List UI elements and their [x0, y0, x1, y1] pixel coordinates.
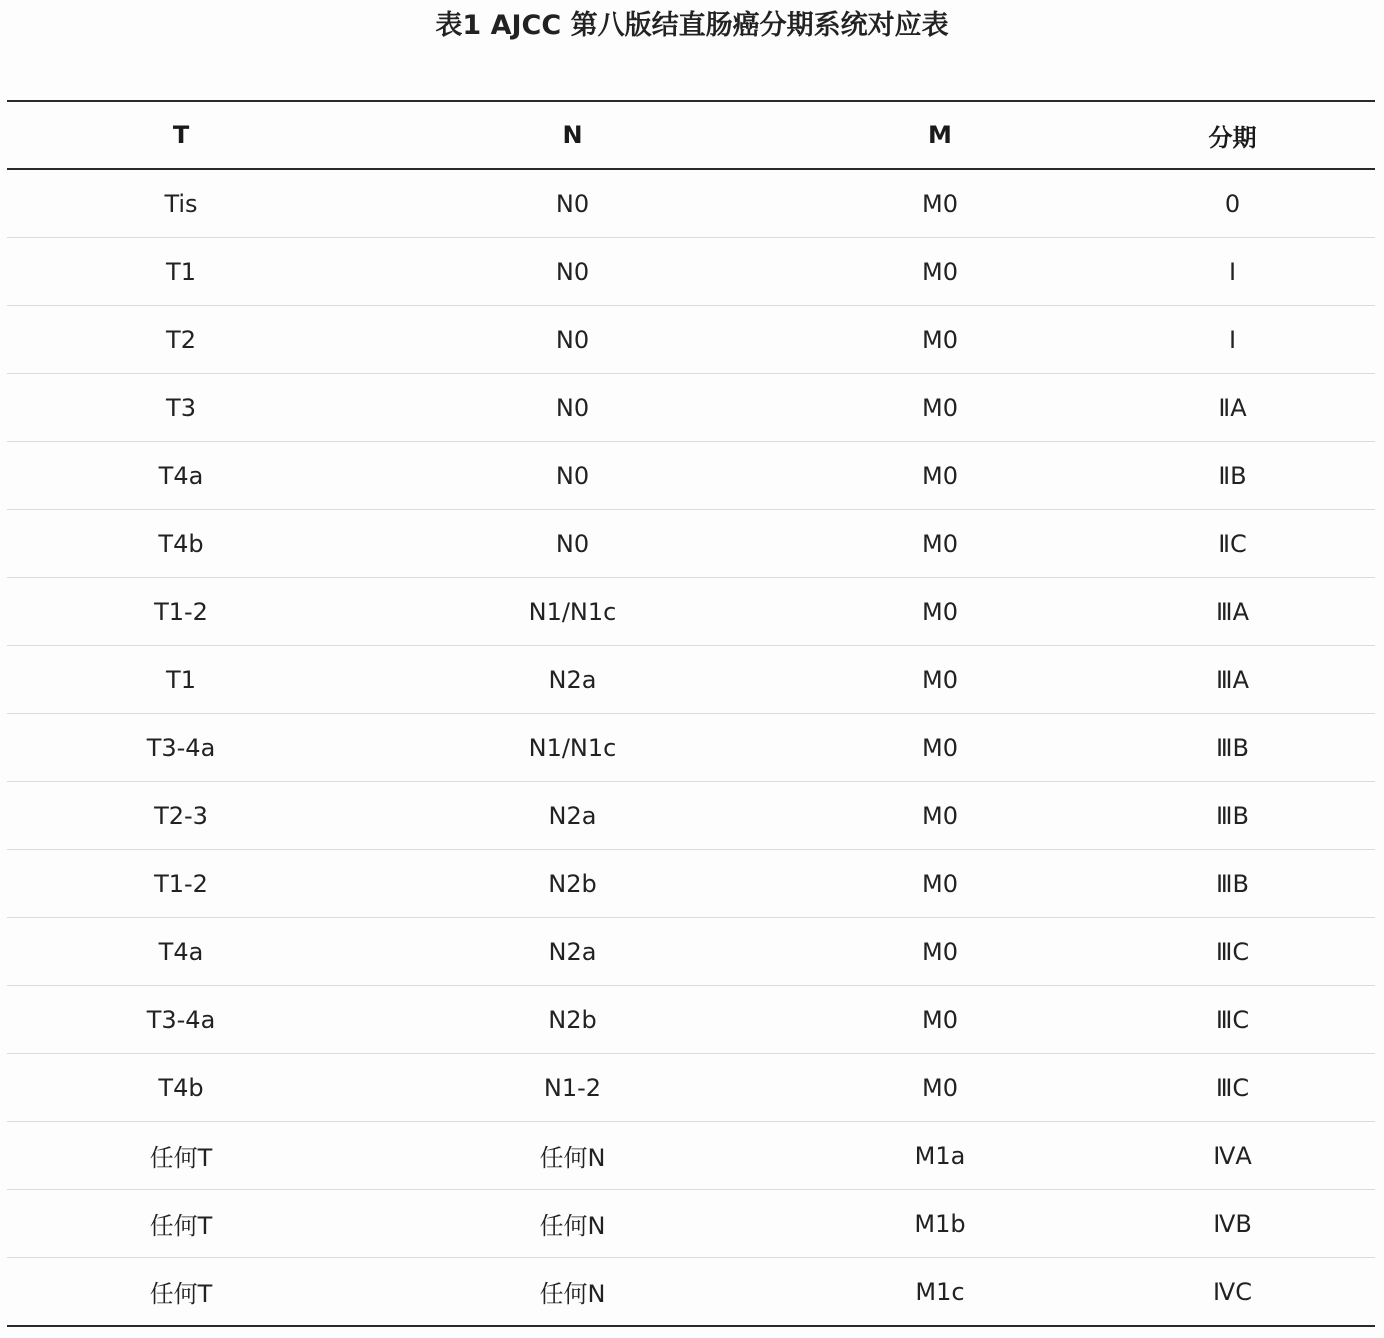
table-row [7, 578, 1375, 646]
cell-m: M0 [790, 510, 1090, 578]
cell-n: N0 [355, 510, 790, 578]
table-row [7, 850, 1375, 918]
cell-m: M0 [922, 189, 958, 218]
cell-m: M1a [790, 1122, 1090, 1190]
cell-stage: Ⅰ [1090, 238, 1375, 306]
cell-t: Tis [164, 189, 198, 218]
cell-m: M0 [790, 374, 1090, 442]
cell-n: N0 [355, 238, 790, 306]
staging-table [7, 100, 1375, 1327]
cell-m: M0 [790, 986, 1090, 1054]
cell-m: M1c [790, 1258, 1090, 1327]
cell-stage: Ⅰ [1090, 306, 1375, 374]
cell-t: T1-2 [7, 850, 355, 918]
cell-stage: ⅢA [1090, 646, 1375, 714]
cell-t: 任何T [7, 1258, 355, 1327]
table-row [7, 1122, 1375, 1190]
cell-m: M0 [790, 646, 1090, 714]
cell-t: 任何T [7, 1122, 355, 1190]
table-row [7, 374, 1375, 442]
cell-m: M0 [790, 238, 1090, 306]
header-m: M [790, 101, 1090, 169]
cell-stage: ⅢB [1090, 782, 1375, 850]
cell-t: T4b [7, 510, 355, 578]
cell-t: T1 [7, 238, 355, 306]
header-row [7, 101, 1375, 169]
cell-stage: ⅢC [1090, 1054, 1375, 1122]
cell-t: T4b [7, 1054, 355, 1122]
table-row [7, 646, 1375, 714]
cell-n: N0 [555, 189, 590, 218]
cell-stage: ⅢA [1090, 578, 1375, 646]
cell-n: N2a [355, 782, 790, 850]
cell-t: T2-3 [7, 782, 355, 850]
cell-t: T2 [7, 306, 355, 374]
cell-t: T3-4a [7, 714, 355, 782]
cell-n: N2a [355, 918, 790, 986]
header-stage: 分期 [1090, 101, 1375, 169]
table-caption: 表1 AJCC 第八版结直肠癌分期系统对应表 [435, 10, 949, 41]
cell-t: T3-4a [7, 986, 355, 1054]
cell-t: T1 [7, 646, 355, 714]
cell-m: M0 [790, 578, 1090, 646]
cell-n: N1-2 [355, 1054, 790, 1122]
cell-m: M0 [790, 714, 1090, 782]
table-row [7, 169, 1375, 238]
cell-m: M0 [790, 850, 1090, 918]
cell-t: T4a [7, 442, 355, 510]
table-row [7, 782, 1375, 850]
cell-stage: ⅢB [1090, 850, 1375, 918]
cell-stage: ⅣB [1090, 1190, 1375, 1258]
cell-n: N0 [355, 442, 790, 510]
table-row [7, 510, 1375, 578]
cell-t: T3 [7, 374, 355, 442]
cell-n: N2a [355, 646, 790, 714]
cell-n: N0 [355, 306, 790, 374]
cell-n: N2b [355, 850, 790, 918]
cell-n: N2b [355, 986, 790, 1054]
table-row [7, 1190, 1375, 1258]
table-row [7, 714, 1375, 782]
cell-stage: 0 [1224, 189, 1241, 218]
cell-m: M0 [790, 442, 1090, 510]
header-n: N [355, 101, 790, 169]
table-row [7, 442, 1375, 510]
cell-n: 任何N [355, 1190, 790, 1258]
cell-t: 任何T [7, 1190, 355, 1258]
cell-stage: ⅡB [1090, 442, 1375, 510]
cell-n: N1/N1c [355, 578, 790, 646]
cell-stage: ⅣC [1090, 1258, 1375, 1327]
cell-m: M0 [790, 918, 1090, 986]
cell-n: 任何N [355, 1122, 790, 1190]
cell-stage: ⅢC [1090, 986, 1375, 1054]
cell-t: T1-2 [7, 578, 355, 646]
cell-m: M0 [790, 1054, 1090, 1122]
cell-stage: ⅡA [1090, 374, 1375, 442]
cell-n: 任何N [355, 1258, 790, 1327]
table-row [7, 918, 1375, 986]
cell-t: T4a [7, 918, 355, 986]
table-row [7, 306, 1375, 374]
table-row [7, 238, 1375, 306]
cell-stage: ⅡC [1090, 510, 1375, 578]
cell-stage: ⅢB [1090, 714, 1375, 782]
header-t: T [7, 101, 355, 169]
cell-stage: ⅣA [1090, 1122, 1375, 1190]
table-row [7, 1054, 1375, 1122]
cell-m: M0 [790, 306, 1090, 374]
cell-n: N1/N1c [355, 714, 790, 782]
cell-m: M0 [790, 782, 1090, 850]
table-row [7, 986, 1375, 1054]
table-row [7, 1258, 1375, 1327]
cell-n: N0 [355, 374, 790, 442]
cell-m: M1b [790, 1190, 1090, 1258]
cell-stage: ⅢC [1090, 918, 1375, 986]
